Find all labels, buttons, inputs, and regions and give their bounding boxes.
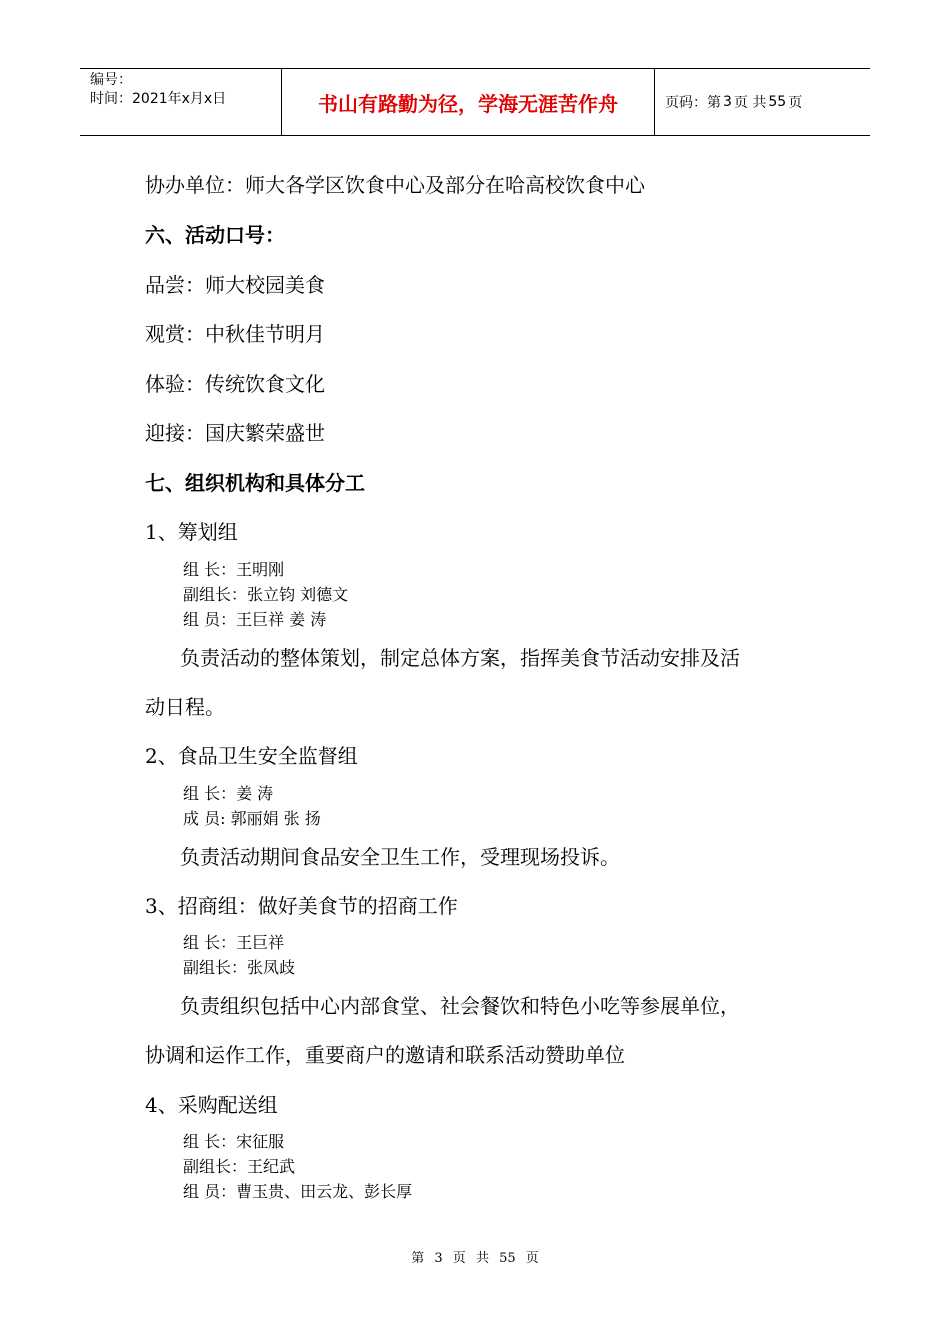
header-motto: 书山有路勤为径，学海无涯苦作舟: [282, 69, 655, 135]
footer-word-2: 页: [452, 1251, 466, 1266]
group-1-leader: 组 长：王明刚: [183, 560, 285, 579]
page-number: 3: [723, 94, 732, 110]
page-suffix: 页: [788, 95, 803, 111]
group-1-members: 组 员：王巨祥 姜 涛: [183, 610, 327, 629]
slogan-4: 迎接：国庆繁荣盛世: [145, 421, 325, 445]
page-mid: 页 共: [733, 95, 767, 111]
slogan-3: 体验：传统饮食文化: [145, 372, 325, 396]
page-header: [80, 68, 870, 136]
group-4-members: 组 员：曹玉贵、田云龙、彭长厚: [183, 1182, 413, 1201]
group-4-deputy: 副组长：王纪武: [183, 1157, 296, 1176]
footer-page-total: 55: [499, 1251, 516, 1266]
group-4-leader: 组 长：宋征服: [183, 1132, 285, 1151]
header-page-info: [655, 69, 870, 135]
group-2-leader: 组 长：姜 涛: [183, 784, 274, 803]
group-2-desc: 负责活动期间食品安全卫生工作，受理现场投诉。: [180, 845, 620, 869]
page-footer: [0, 1247, 950, 1266]
code-label: 编号：: [90, 72, 132, 88]
group-1-desc-line-2: 动日程。: [145, 695, 225, 719]
group-3-title: 3、招商组：做好美食节的招商工作: [145, 894, 458, 918]
group-3-desc-line-2: 协调和运作工作，重要商户的邀请和联系活动赞助单位: [145, 1043, 625, 1067]
group-3-deputy: 副组长：张凤歧: [183, 958, 296, 977]
page-total: 55: [768, 94, 787, 110]
group-2-members: 成 员: 郭丽娟 张 扬: [183, 809, 321, 828]
group-3-desc-line-1: 负责组织包括中心内部食堂、社会餐饮和特色小吃等参展单位，: [180, 994, 740, 1018]
group-1-deputy: 副组长：张立钧 刘德文: [183, 585, 349, 604]
section-7-title: 七、组织机构和具体分工: [145, 471, 365, 495]
footer-word-1: 第: [411, 1251, 425, 1266]
footer-page-number: 3: [434, 1251, 443, 1266]
group-4-title: 4、采购配送组: [145, 1093, 278, 1117]
group-1-title: 1、筹划组: [145, 520, 238, 544]
footer-word-3: 共: [475, 1251, 489, 1266]
header-info: [80, 69, 282, 135]
group-2-title: 2、食品卫生安全监督组: [145, 744, 358, 768]
slogan-1: 品尝：师大校园美食: [145, 273, 325, 297]
page-prefix: 页码：第: [665, 95, 721, 111]
section-6-title: 六、活动口号：: [145, 223, 285, 247]
group-3-leader: 组 长：王巨祥: [183, 933, 285, 952]
slogan-2: 观赏：中秋佳节明月: [145, 322, 325, 346]
co-organizer: 协办单位：师大各学区饮食中心及部分在哈高校饮食中心: [145, 173, 645, 197]
group-1-desc-line-1: 负责活动的整体策划，制定总体方案，指挥美食节活动安排及活: [180, 646, 740, 670]
footer-word-4: 页: [525, 1251, 539, 1266]
time-label: 时间：2021年x月x日: [90, 91, 227, 107]
